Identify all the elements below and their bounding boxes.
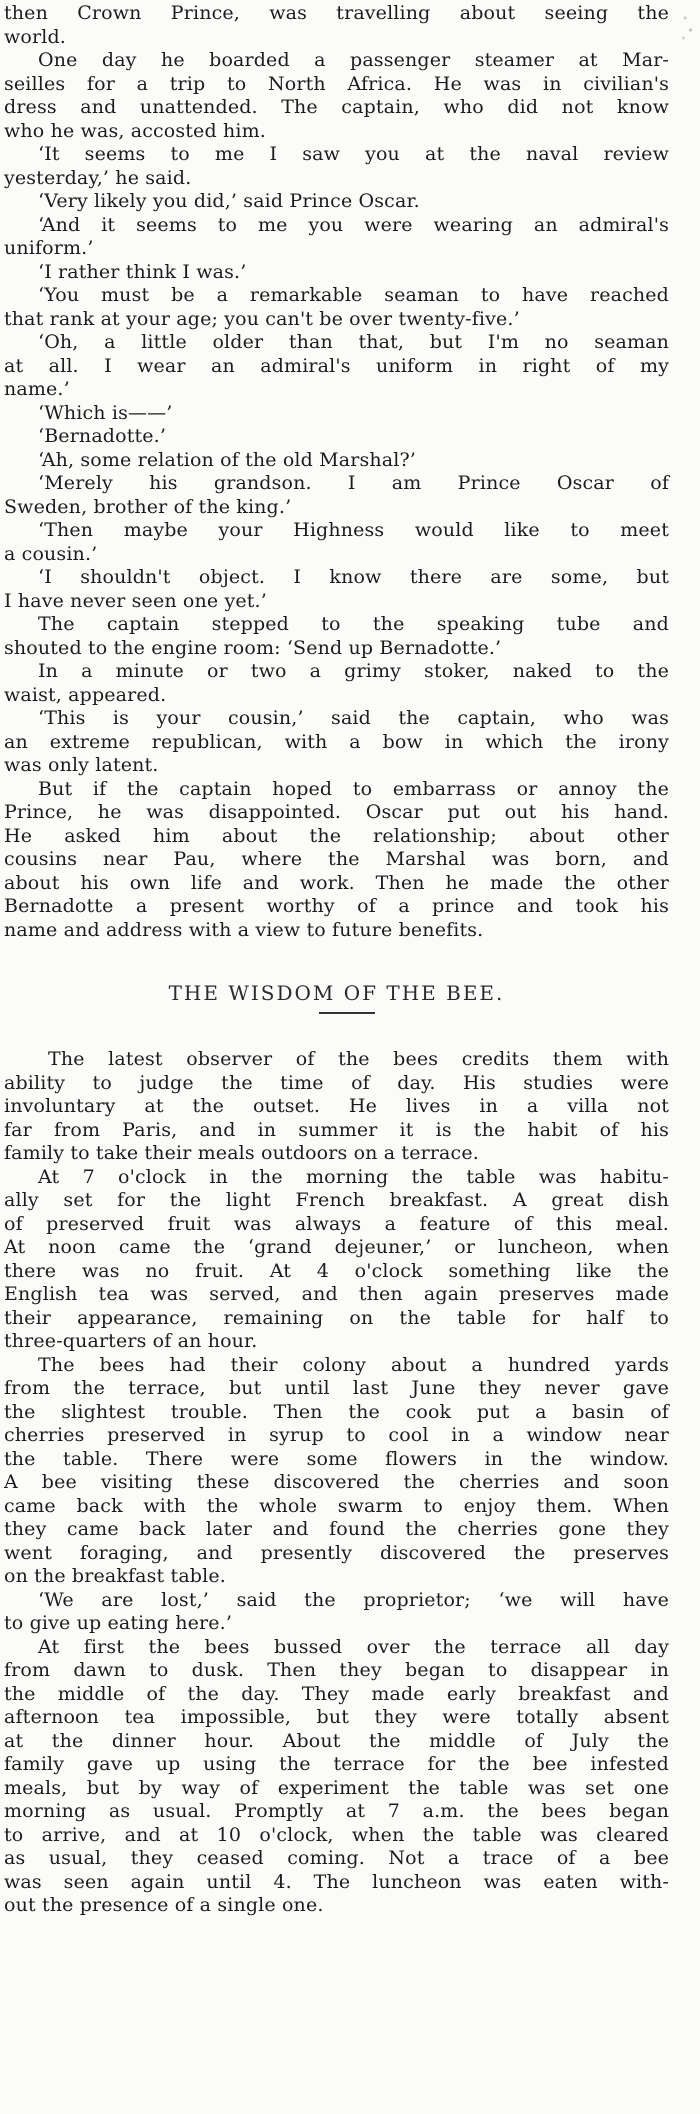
paragraph-line: the middle of the day. They made early breakfast and [4,1682,669,1705]
paragraph-line: At first the bees bussed over the terrace all day [38,1635,669,1658]
paragraph-line: went foraging, and presently discovered the preserves [4,1541,669,1564]
paragraph-line: ‘Bernadotte.’ [38,425,167,447]
paragraph-line: morning as usual. Promptly at 7 a.m. the bees began [4,1800,669,1822]
article-heading: THE WISDOM OF THE BEE. [168,981,505,1005]
paragraph-line: A bee visiting these discovered the cherries and soon [4,1471,669,1493]
paragraph-line: was seen again until 4. The luncheon was eaten with- [4,1870,669,1893]
paragraph-line: involuntary at the outset. He lives in a villa not [4,1095,669,1117]
paragraph-line: waist, appeared. [4,683,167,706]
paper-blemish [678,6,696,46]
paragraph-line: uniform.’ [4,237,94,259]
paragraph-line: family gave up using the terrace for the bee infested [4,1753,669,1775]
paragraph-line: The latest observer of the bees credits them with [48,1048,669,1070]
paragraph-line: name.’ [4,378,70,400]
paragraph-line: they came back later and found the cherries gone they [4,1518,669,1540]
paragraph-line: I have never seen one yet.’ [4,589,267,612]
paragraph-line: ‘I shouldn't object. I know there are some, but [38,566,669,588]
paragraph-line: ‘This is your cousin,’ said the captain, who was [38,707,669,729]
heading-rule [319,1012,375,1014]
paragraph-line: But if the captain hoped to embarrass or annoy the [38,777,669,800]
paragraph-line: family to take their meals outdoors on a terrace. [4,1142,479,1164]
paragraph-line: was only latent. [4,754,159,776]
paragraph-line: At noon came the ‘grand dejeuner,’ or luncheon, when [4,1236,669,1258]
paragraph-line: dress and unattended. The captain, who did not know [4,96,669,118]
paragraph-line: The bees had their colony about a hundred yards [38,1353,669,1376]
paragraph-line: who he was, accosted him. [4,119,266,142]
paragraph-line: three-quarters of an hour. [4,1330,258,1352]
paragraph-line: He asked him about the relationship; about other [4,824,669,847]
paragraph-line: meals, but by way of experiment the table was set one [4,1776,669,1799]
paragraph-line: name and address with a view to future benefits. [4,918,484,941]
paragraph-line: Sweden, brother of the king.’ [4,495,292,518]
paragraph-line: that rank at your age; you can't be over twenty-five.’ [4,307,520,330]
paragraph-line: the table. There were some flowers in the window. [4,1447,669,1470]
paragraph-line: ally set for the light French breakfast. A great dish [4,1189,669,1211]
paragraph-line: afternoon tea impossible, but they were totally absent [4,1706,669,1728]
paragraph-line: as usual, they ceased coming. Not a trace of a bee [4,1847,669,1869]
paragraph-line: cousins near Pau, where the Marshal was born, and [4,848,669,870]
paragraph-line: ‘We are lost,’ said the proprietor; ‘we will have [38,1588,669,1611]
paragraph-line: to arrive, and at 10 o'clock, when the table was cleared [4,1823,669,1846]
paragraph-line: ‘I rather think I was.’ [38,260,247,283]
paragraph-line: English tea was served, and then again preserves made [4,1283,669,1305]
paragraph-line: out the presence of a single one. [4,1894,324,1916]
paragraph-line: ‘Very likely you did,’ said Prince Oscar. [38,190,420,212]
paragraph-line: ‘It seems to me I saw you at the naval review [38,143,669,165]
heading-rule-wrap [4,1012,669,1048]
text-column [4,2,669,1918]
paragraph-line: ‘Ah, some relation of the old Marshal?’ [38,448,416,471]
paragraph-line: cherries preserved in syrup to cool in a window near [4,1424,669,1446]
paragraph-line: to give up eating here.’ [4,1612,233,1634]
paragraph-line: seilles for a trip to North Africa. He was in civilian's [4,72,669,95]
paragraph-line: then Crown Prince, was travelling about seeing the [4,2,669,24]
paragraph-line: a cousin.’ [4,542,98,565]
paragraph-line: One day he boarded a passenger steamer at Mar- [38,49,669,71]
section-gap [4,942,669,978]
paragraph-line: In a minute or two a grimy stoker, naked to the [38,660,669,682]
paragraph-line: at all. I wear an admiral's uniform in right of my [4,354,669,377]
paragraph-line: from the terrace, but until last June they never gave [4,1377,669,1399]
article-wisdom-of-the-bee [4,1048,669,1918]
paragraph-line: far from Paris, and in summer it is the habit of his [4,1118,669,1141]
paragraph-line: from dawn to dusk. Then they began to disappear in [4,1659,669,1681]
paragraph-line: ability to judge the time of day. His studies were [4,1071,669,1094]
paragraph-line: came back with the whole swarm to enjoy them. When [4,1494,669,1517]
paragraph-line: Prince, he was disappointed. Oscar put out his hand. [4,801,669,823]
paragraph-line: The captain stepped to the speaking tube and [38,613,669,635]
paragraph-line: yesterday,’ he said. [4,166,192,189]
paragraph-line: shouted to the engine room: ‘Send up Bernadotte.’ [4,636,502,659]
paragraph-line: about his own life and work. Then he made the other [4,871,669,894]
paragraph-line: there was no fruit. At 4 o'clock something like the [4,1259,669,1282]
paragraph-line: ‘And it seems to me you were wearing an admiral's [38,213,669,236]
paragraph-line: ‘You must be a remarkable seaman to have reached [38,284,669,306]
paragraph-line: ‘Then maybe your Highness would like to meet [38,519,669,541]
paragraph-line: the slightest trouble. Then the cook put a basin of [4,1400,669,1423]
paragraph-line: At 7 o'clock in the morning the table was habitu- [38,1165,669,1188]
paragraph-line: ‘Which is——’ [38,401,173,424]
paragraph-line: Bernadotte a present worthy of a prince and took his [4,895,669,917]
paragraph-line: their appearance, remaining on the table for half to [4,1306,669,1329]
paragraph-line: of preserved fruit was always a feature of this meal. [4,1212,669,1235]
paragraph-line: world. [4,25,66,48]
paragraph-line: an extreme republican, with a bow in which the irony [4,730,669,753]
paragraph-line: on the breakfast table. [4,1565,226,1587]
paragraph-line: ‘Merely his grandson. I am Prince Oscar of [38,472,669,494]
paragraph-line: at the dinner hour. About the middle of July the [4,1729,669,1752]
article-heading-block [4,978,669,1048]
paragraph-line: ‘Oh, a little older than that, but I'm no seaman [38,331,669,353]
article-prince-oscar [4,2,669,942]
